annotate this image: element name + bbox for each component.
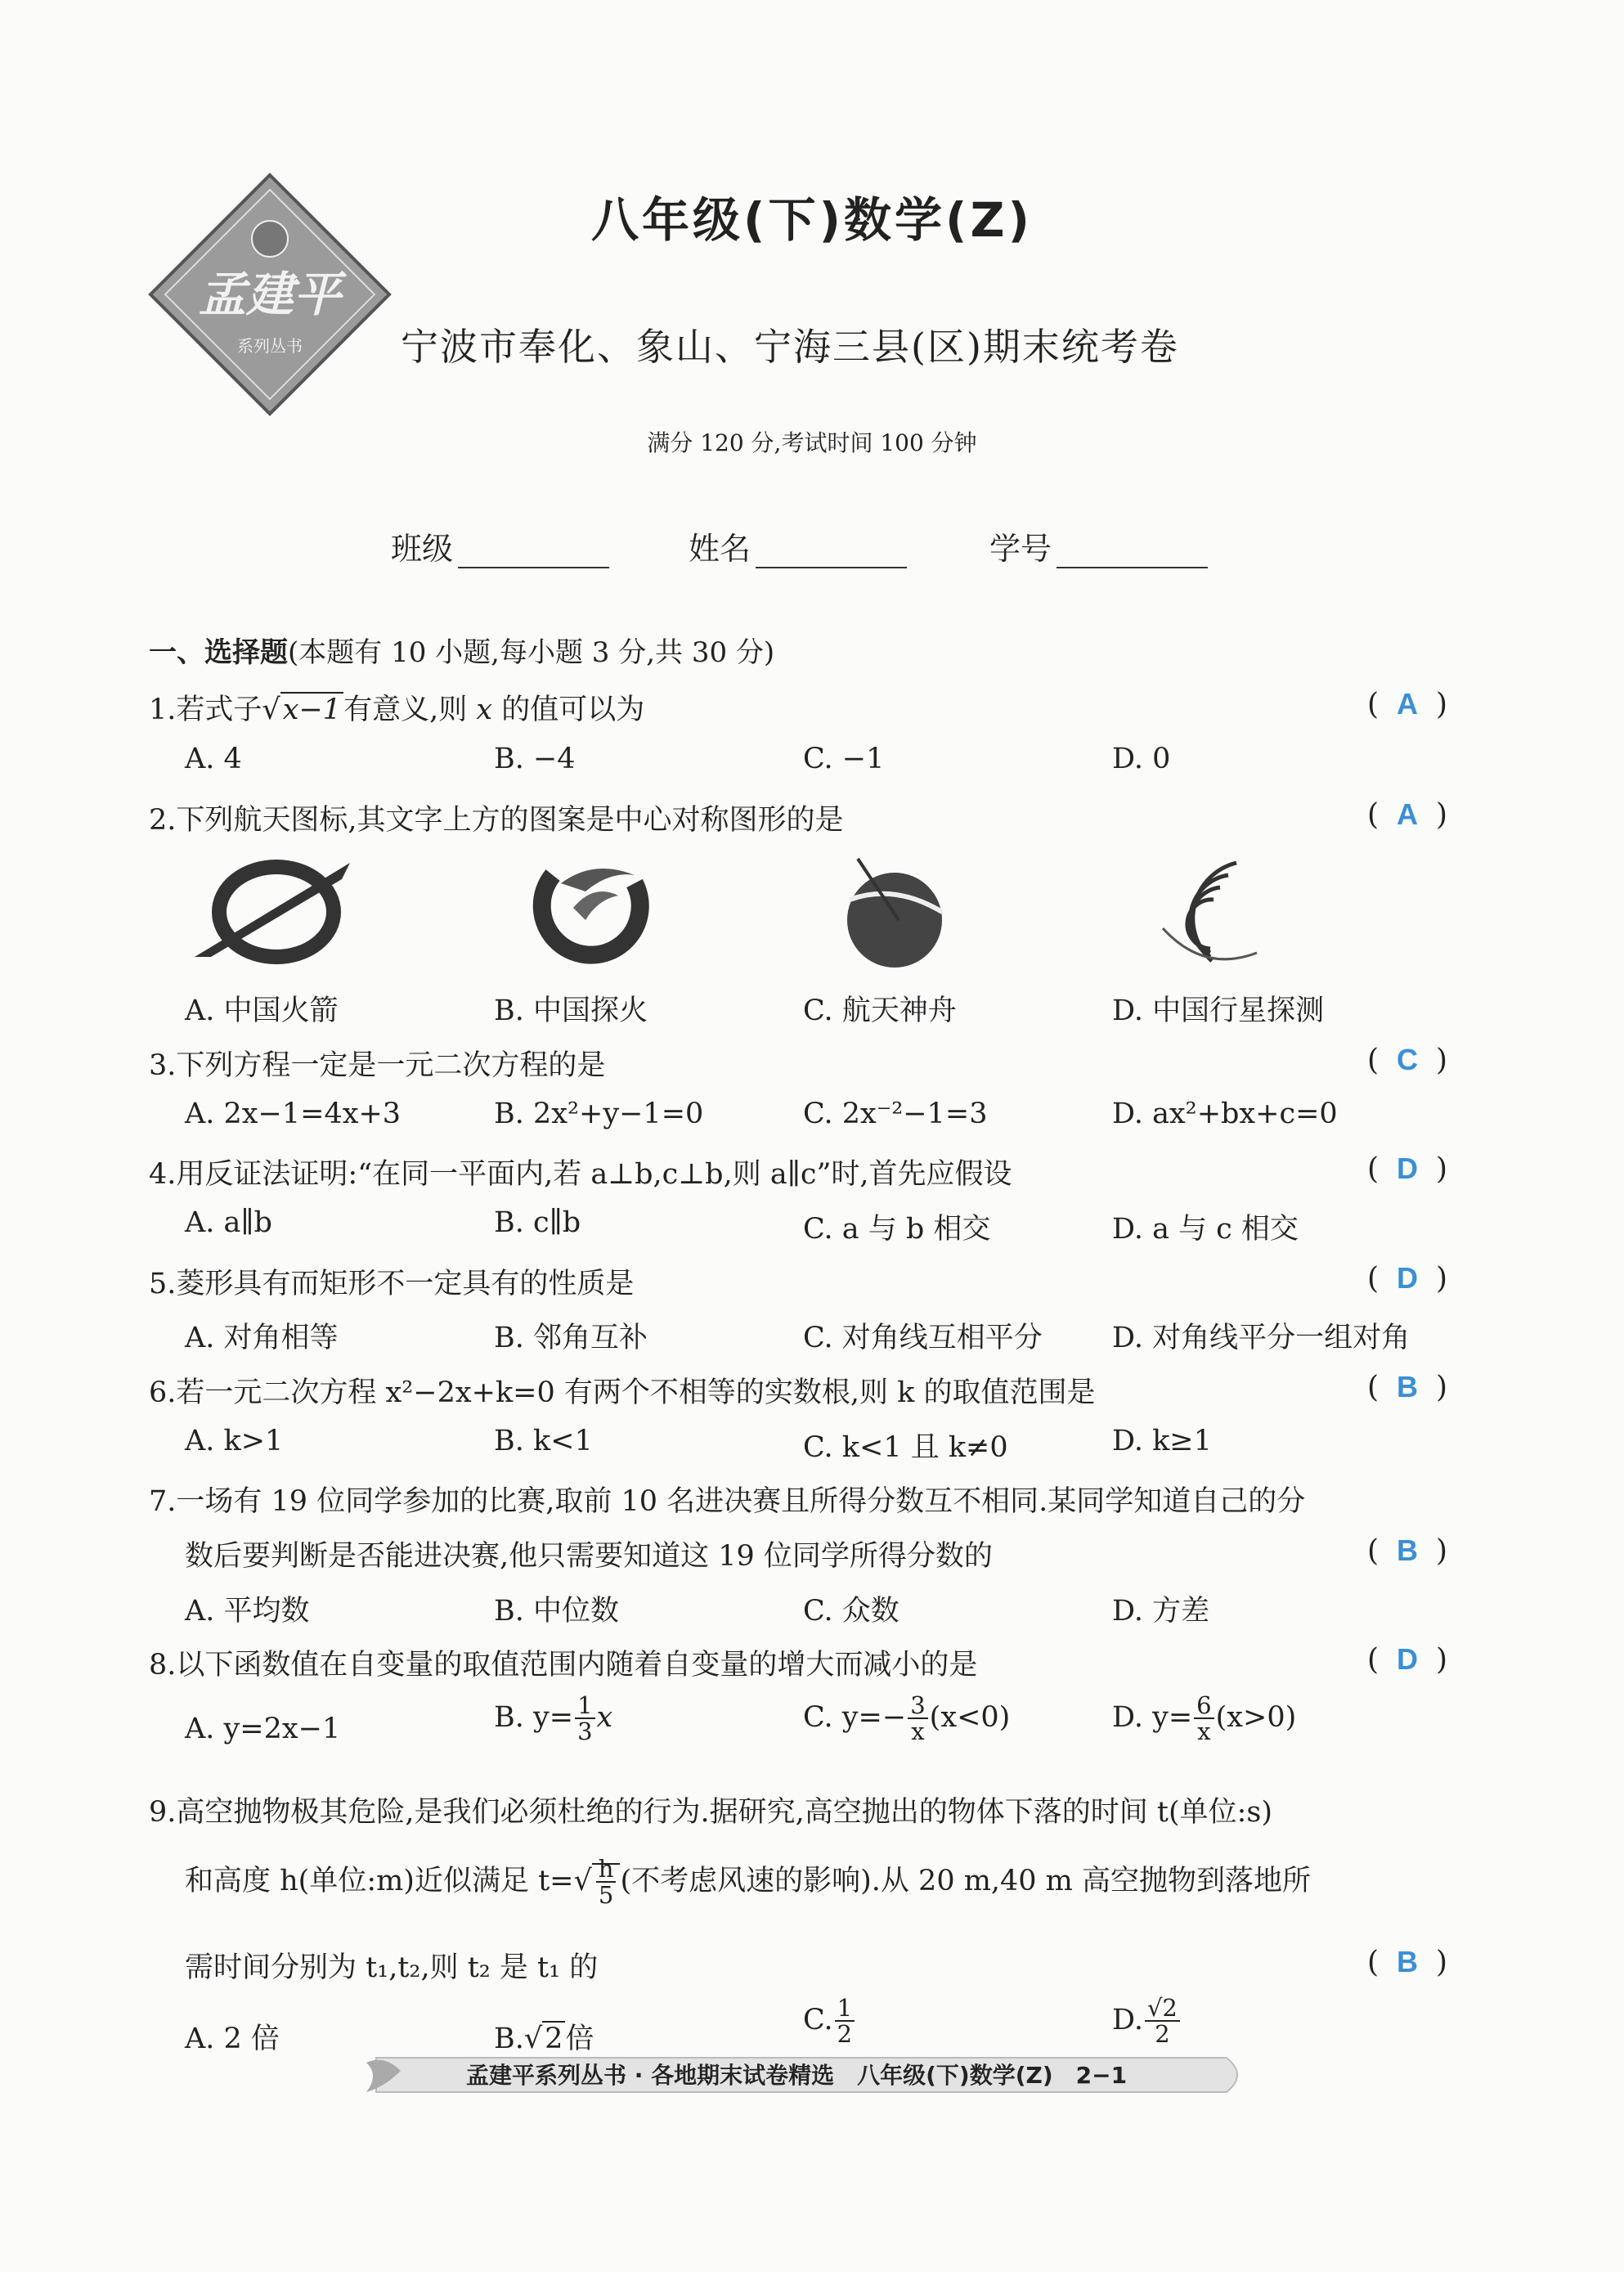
numerator: h	[596, 1857, 617, 1883]
question-text: 的值可以为	[501, 694, 645, 726]
question-3	[149, 1043, 605, 1084]
china-mars-exploration-icon	[496, 851, 675, 973]
section-title: 一、选择题	[149, 636, 288, 669]
answer-9: ( B )	[1367, 1945, 1448, 1979]
option-c[interactable]: C. 众数	[803, 1595, 899, 1628]
option-b[interactable]: B. k<1	[494, 1425, 593, 1457]
question-8	[149, 1642, 977, 1683]
question-text: 若一元二次方程 x²−2x+k=0 有两个不相等的实数根,则 k 的取值范围是	[176, 1376, 1096, 1409]
option-c[interactable]: C. −1	[803, 743, 885, 775]
name-blank[interactable]	[756, 539, 907, 568]
numerator: 1	[835, 1996, 855, 2022]
denominator: 2	[1155, 2020, 1170, 2049]
option-c[interactable]: C. 对角线互相平分	[803, 1322, 1043, 1354]
question-text: 若式子	[176, 694, 262, 726]
numerator: √2	[1145, 1996, 1180, 2022]
option-label: B. y=	[494, 1700, 574, 1734]
option-b[interactable]	[494, 1693, 612, 1744]
option-d[interactable]: D. a 与 c 相交	[1112, 1213, 1299, 1246]
question-number: 4.	[149, 1158, 177, 1191]
option-a[interactable]: A. 对角相等	[185, 1322, 339, 1354]
option-b[interactable]: B. 中位数	[494, 1595, 619, 1628]
section-note: (本题有 10 小题,每小题 3 分,共 30 分)	[288, 636, 775, 669]
class-label: 班级	[391, 531, 454, 567]
score-time-line: 满分 120 分,考试时间 100 分钟	[647, 429, 977, 456]
class-blank[interactable]	[458, 539, 609, 568]
question-number: 9.	[149, 1796, 177, 1829]
option-a[interactable]: A. a∥b	[185, 1206, 272, 1239]
option-a[interactable]: A. 4	[185, 743, 242, 775]
question-number: 7.	[149, 1485, 177, 1518]
option-d[interactable]: D. 中国行星探测	[1112, 995, 1325, 1027]
question-text: 有意义,则	[343, 694, 468, 726]
answer-letter: A	[1397, 797, 1419, 831]
answer-8: ( D )	[1367, 1642, 1448, 1677]
option-label: B.	[494, 2023, 524, 2055]
option-label: C.	[803, 2003, 833, 2036]
question-number: 5.	[149, 1268, 177, 1300]
page-title: 八年级(下)数学(Z)	[590, 192, 1034, 248]
answer-letter: A	[1397, 687, 1419, 721]
answer-letter: D	[1397, 1152, 1419, 1185]
id-blank[interactable]	[1056, 539, 1208, 568]
footer-text: 孟建平系列丛书 · 各地期末试卷精选 八年级(下)数学(Z) 2−1	[466, 2062, 1128, 2089]
section-header	[149, 630, 774, 670]
planetary-exploration-icon	[1114, 851, 1294, 973]
question-text: 下列方程一定是一元二次方程的是	[176, 1049, 606, 1082]
question-9-line-2	[185, 1857, 1311, 1908]
fraction	[1194, 1693, 1214, 1744]
option-d[interactable]: D. 方差	[1112, 1595, 1210, 1628]
denominator: 5	[598, 1881, 614, 1910]
option-label: D. y=	[1112, 1700, 1193, 1734]
question-5	[149, 1261, 634, 1302]
question-number: 2.	[149, 804, 177, 837]
option-b[interactable]: B. −4	[494, 743, 576, 775]
option-a[interactable]: A. k>1	[185, 1425, 284, 1457]
option-b[interactable]: B. c∥b	[494, 1206, 581, 1239]
option-c[interactable]: C. 2x⁻²−1=3	[803, 1098, 988, 1130]
exam-subtitle: 宁波市奉化、象山、宁海三县(区)期末统考卷	[401, 325, 1179, 369]
fraction	[908, 1693, 927, 1744]
question-9	[149, 1789, 1272, 1830]
option-a[interactable]: A. 中国火箭	[185, 995, 339, 1027]
fraction	[1145, 1996, 1180, 2047]
answer-letter: B	[1397, 1370, 1419, 1403]
student-id-field[interactable]	[989, 523, 1208, 568]
answer-letter: D	[1397, 1642, 1419, 1676]
question-1	[149, 687, 644, 728]
option-a[interactable]: A. y=2x−1	[185, 1713, 341, 1745]
answer-3: ( C )	[1367, 1043, 1448, 1077]
question-text: 和高度 h(单位:m)近似满足 t=	[185, 1864, 574, 1897]
option-label: D.	[1112, 2003, 1143, 2036]
answer-letter: C	[1397, 1043, 1419, 1076]
answer-letter: D	[1397, 1261, 1419, 1295]
domain-condition: (x>0)	[1215, 1700, 1297, 1734]
option-c[interactable]	[803, 1693, 1010, 1744]
domain-condition: (x<0)	[929, 1700, 1011, 1734]
logo-series: 系列丛书	[237, 336, 303, 356]
answer-4: ( D )	[1367, 1152, 1448, 1186]
denominator: 3	[577, 1717, 593, 1746]
option-c[interactable]	[803, 1996, 856, 2047]
option-d[interactable]: D. ax²+bx+c=0	[1112, 1098, 1338, 1130]
answer-1: ( A )	[1367, 687, 1448, 721]
option-b[interactable]: B. 中国探火	[494, 995, 648, 1027]
question-text: (不考虑风速的影响).从 20 m,40 m 高空抛物到落地所	[620, 1864, 1311, 1897]
option-a[interactable]: A. 2x−1=4x+3	[185, 1098, 402, 1130]
question-6	[149, 1370, 1095, 1411]
question-7-continued: 数后要判断是否能进决赛,他只需要知道这 19 位同学所得分数的	[185, 1540, 993, 1573]
name-field[interactable]	[689, 523, 907, 568]
denominator: 2	[837, 2020, 853, 2049]
answer-7: ( B )	[1367, 1533, 1448, 1568]
question-number: 3.	[149, 1049, 177, 1082]
question-text: 高空抛物极其危险,是我们必须杜绝的行为.据研究,高空抛出的物体下落的时间 t(单位:s)	[176, 1796, 1273, 1829]
question-9-line-3: 需时间分别为 t₁,t₂,则 t₂ 是 t₁ 的	[185, 1951, 599, 1984]
fraction	[596, 1857, 617, 1908]
sqrt-fraction: √ $\frac{h}{5}$	[573, 1863, 620, 1897]
numerator: 6	[1194, 1693, 1214, 1719]
answer-2: ( A )	[1367, 797, 1448, 832]
shenzhou-spaceflight-icon	[805, 851, 985, 973]
option-b[interactable]: B. 邻角互补	[494, 1322, 648, 1354]
option-c[interactable]: C. k<1 且 k≠0	[803, 1431, 1008, 1464]
china-rocket-icon	[186, 851, 366, 973]
option-a[interactable]: A. 2 倍	[185, 2023, 280, 2055]
radicand: x−1	[282, 694, 342, 726]
fraction	[575, 1693, 594, 1744]
numerator: 3	[908, 1693, 927, 1719]
option-label: C. y=−	[803, 1700, 907, 1734]
id-label: 学号	[989, 531, 1052, 567]
variable: x	[476, 694, 493, 726]
question-text: 下列航天图标,其文字上方的图案是中心对称图形的是	[176, 804, 844, 837]
answer-6: ( B )	[1367, 1370, 1448, 1404]
numerator: 1	[575, 1693, 594, 1719]
option-d[interactable]: D. k≥1	[1112, 1425, 1212, 1457]
question-text: 以下函数值在自变量的取值范围内随着自变量的增大而减小的是	[176, 1649, 978, 1682]
question-number: 1.	[149, 694, 177, 726]
logo-brand: 孟建平	[198, 267, 342, 322]
class-field[interactable]	[391, 523, 609, 568]
question-7	[149, 1479, 1305, 1520]
radicand: 2	[542, 2021, 565, 2055]
question-4	[149, 1152, 1012, 1192]
option-d[interactable]: D. 0	[1112, 743, 1171, 775]
option-a[interactable]: A. 平均数	[185, 1595, 310, 1628]
denominator: x	[911, 1717, 925, 1746]
question-2	[149, 797, 844, 838]
answer-5: ( D )	[1367, 1261, 1448, 1295]
option-c[interactable]: C. a 与 b 相交	[803, 1213, 991, 1246]
question-text: 一场有 19 位同学参加的比赛,取前 10 名进决赛且所得分数互不相同.某同学知道自己的分	[176, 1485, 1306, 1518]
option-text: 倍	[565, 2023, 594, 2055]
option-b[interactable]: B. 2x²+y−1=0	[494, 1098, 704, 1130]
option-d[interactable]: D. 对角线平分一组对角	[1112, 1322, 1411, 1354]
variable: x	[596, 1700, 613, 1734]
option-b[interactable]: B.√2倍	[494, 2023, 594, 2055]
option-d[interactable]	[1112, 1693, 1296, 1744]
question-number: 6.	[149, 1376, 177, 1409]
option-d[interactable]	[1112, 1996, 1182, 2047]
question-text: 菱形具有而矩形不一定具有的性质是	[176, 1268, 635, 1300]
answer-letter: B	[1397, 1533, 1419, 1567]
denominator: x	[1197, 1717, 1211, 1746]
sqrt-expression: √x−1	[262, 692, 343, 726]
question-text: 用反证法证明:“在同一平面内,若 a⊥b,c⊥b,则 a∥c”时,首先应假设	[176, 1158, 1012, 1191]
answer-letter: B	[1397, 1945, 1419, 1978]
name-label: 姓名	[689, 531, 751, 567]
question-number: 8.	[149, 1649, 177, 1682]
option-c[interactable]: C. 航天神舟	[803, 995, 957, 1027]
fraction	[835, 1996, 855, 2047]
